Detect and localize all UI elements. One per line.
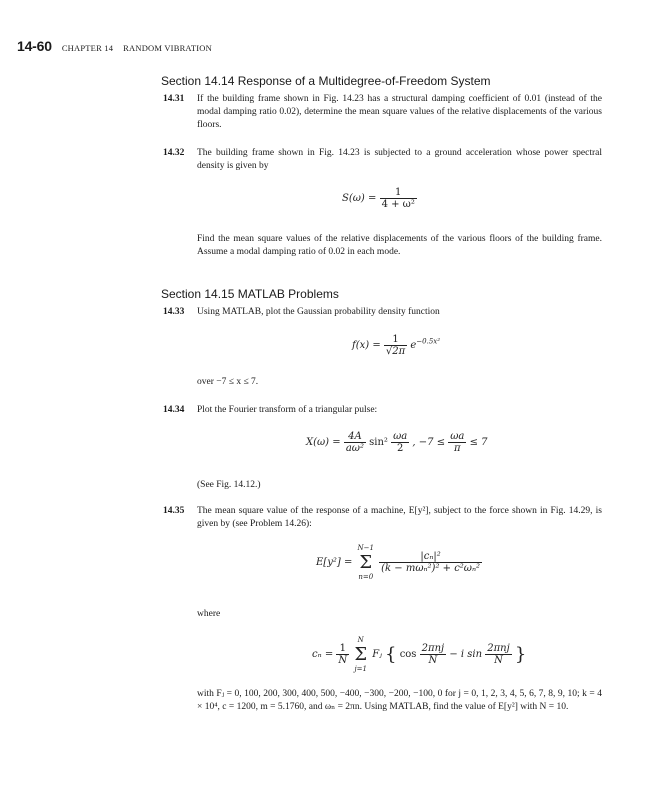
- eq-numerator-3: ωa: [450, 431, 465, 442]
- eq-denominator-cos: N: [428, 655, 438, 666]
- problem-number-14-31: 14.31: [163, 94, 185, 104]
- problem-text-14-31: If the building frame shown in Fig. 14.23 has a structural damping coefficient of 0.01 (instead of the modal damping ratio 0.02), determine the mean square values of the relative displacements of the various floors.: [197, 94, 602, 130]
- eq-numerator: |cₙ|²: [379, 551, 482, 563]
- eq-numerator: 1: [384, 334, 407, 346]
- eq-fraction-3: [448, 431, 466, 454]
- eq-fraction-1: [344, 431, 366, 454]
- eq-exponent: −0.5x²: [416, 337, 441, 346]
- equation-power-spectral-density: [342, 187, 417, 210]
- problem-text-14-34: Plot the Fourier transform of a triangular pulse:: [197, 405, 378, 415]
- eq-sin-squared: sin²: [369, 437, 388, 448]
- eq-exp-base: e: [410, 340, 417, 351]
- eq-fraction: [379, 551, 482, 574]
- eq-denominator: (k − mωₙ²)² + c²ωₙ²: [381, 563, 481, 574]
- eq-lhs: cₙ =: [312, 649, 334, 660]
- eq-denominator: N: [338, 655, 348, 666]
- problem-number-14-35: 14.35: [163, 506, 185, 516]
- eq-denominator: 4 + ω²: [381, 199, 415, 210]
- eq-cos: cos: [399, 649, 417, 660]
- eq-minus-i-sin: − i sin: [449, 649, 483, 660]
- eq-right-brace: }: [514, 644, 527, 665]
- eq-denominator-2: 2: [396, 443, 404, 454]
- eq-numerator: 1: [336, 643, 349, 655]
- eq-denominator-3: π: [454, 443, 461, 454]
- problem-text-14-35-data: with Fⱼ = 0, 100, 200, 300, 400, 500, −400, −300, −200, −100, 0 for j = 0, 1, 2, 3, 4, 5, 6, 7, 8, 9, 10; k = 4 × 10⁴, c = 1200, m = 5.1760, and ωₙ = 2πn. Using MATLAB, find the value of E[y²] with N = 10.: [197, 689, 602, 712]
- eq-sum-upper: N−1: [357, 544, 374, 552]
- eq-sum-sign: Σ: [359, 552, 373, 573]
- eq-sum-lower: j=1: [354, 665, 367, 673]
- equation-gaussian-pdf: [352, 334, 440, 357]
- eq-denominator: √2π: [385, 346, 406, 357]
- eq-denominator-1: aω²: [345, 443, 364, 454]
- eq-sum-sign: Σ: [354, 644, 368, 665]
- eq-summation: [352, 636, 369, 673]
- eq-fraction-sin-arg: [485, 643, 511, 666]
- page-number: 14-60: [17, 38, 52, 54]
- eq-range-left: , −7 ≤: [412, 437, 446, 448]
- eq-fraction: [384, 334, 407, 357]
- section-heading-14-15: Section 14.15 MATLAB Problems: [161, 287, 339, 301]
- problem-text-14-32: The building frame shown in Fig. 14.23 is subjected to a ground acceleration whose power spectral density is given by: [197, 148, 602, 171]
- running-head: [17, 38, 212, 56]
- eq-lhs: E[y²] =: [316, 557, 353, 568]
- problem-text-14-32-continued: Find the mean square values of the relative displacements of the various floors of the building frame. Assume a modal damping ratio of 0.02 in each mode.: [197, 234, 602, 257]
- chapter-title: RANDOM VIBRATION: [123, 43, 212, 53]
- eq-lhs: X(ω) =: [306, 437, 341, 448]
- equation-fourier-coefficient: [312, 636, 526, 673]
- eq-sum-lower: n=0: [358, 573, 374, 581]
- eq-force-term: Fⱼ: [372, 649, 382, 660]
- eq-fraction: [380, 187, 417, 210]
- problem-number-14-33: 14.33: [163, 307, 185, 317]
- eq-numerator: 1: [380, 187, 417, 199]
- eq-numerator-2: ωa: [393, 431, 408, 442]
- problem-number-14-34: 14.34: [163, 405, 185, 415]
- eq-fraction-1-over-n: [336, 643, 349, 666]
- eq-range-right: ≤ 7: [469, 437, 488, 448]
- eq-lhs: S(ω) =: [342, 193, 377, 204]
- problem-text-14-35: The mean square value of the response of a machine, E[y²], subject to the force shown in Fig. 14.29, is given by (see Problem 14.26):: [197, 506, 602, 529]
- eq-sum-upper: N: [357, 636, 364, 644]
- eq-numerator-sin: 2πnj: [487, 643, 510, 654]
- section-heading-14-14: Section 14.14 Response of a Multidegree-of-Freedom System: [161, 74, 491, 88]
- equation-mean-square-response: [316, 544, 482, 581]
- chapter-label: CHAPTER 14: [61, 43, 114, 53]
- eq-lhs: f(x) =: [352, 340, 381, 351]
- problem-text-14-33-range: over −7 ≤ x ≤ 7.: [197, 377, 259, 387]
- equation-triangular-pulse-fourier: [306, 431, 488, 454]
- eq-summation: [356, 544, 376, 581]
- problem-text-14-34-figure-ref: (See Fig. 14.12.): [197, 480, 261, 490]
- eq-denominator-sin: N: [494, 655, 503, 666]
- problem-text-14-33: Using MATLAB, plot the Gaussian probability density function: [197, 307, 440, 317]
- eq-numerator-cos: 2πnj: [421, 643, 445, 654]
- where-label: where: [197, 609, 221, 619]
- eq-fraction-cos-arg: [420, 643, 446, 666]
- eq-numerator-1: 4A: [344, 431, 366, 443]
- eq-left-brace: {: [385, 644, 397, 665]
- eq-fraction-2: [391, 431, 409, 454]
- problem-number-14-32: 14.32: [163, 148, 185, 158]
